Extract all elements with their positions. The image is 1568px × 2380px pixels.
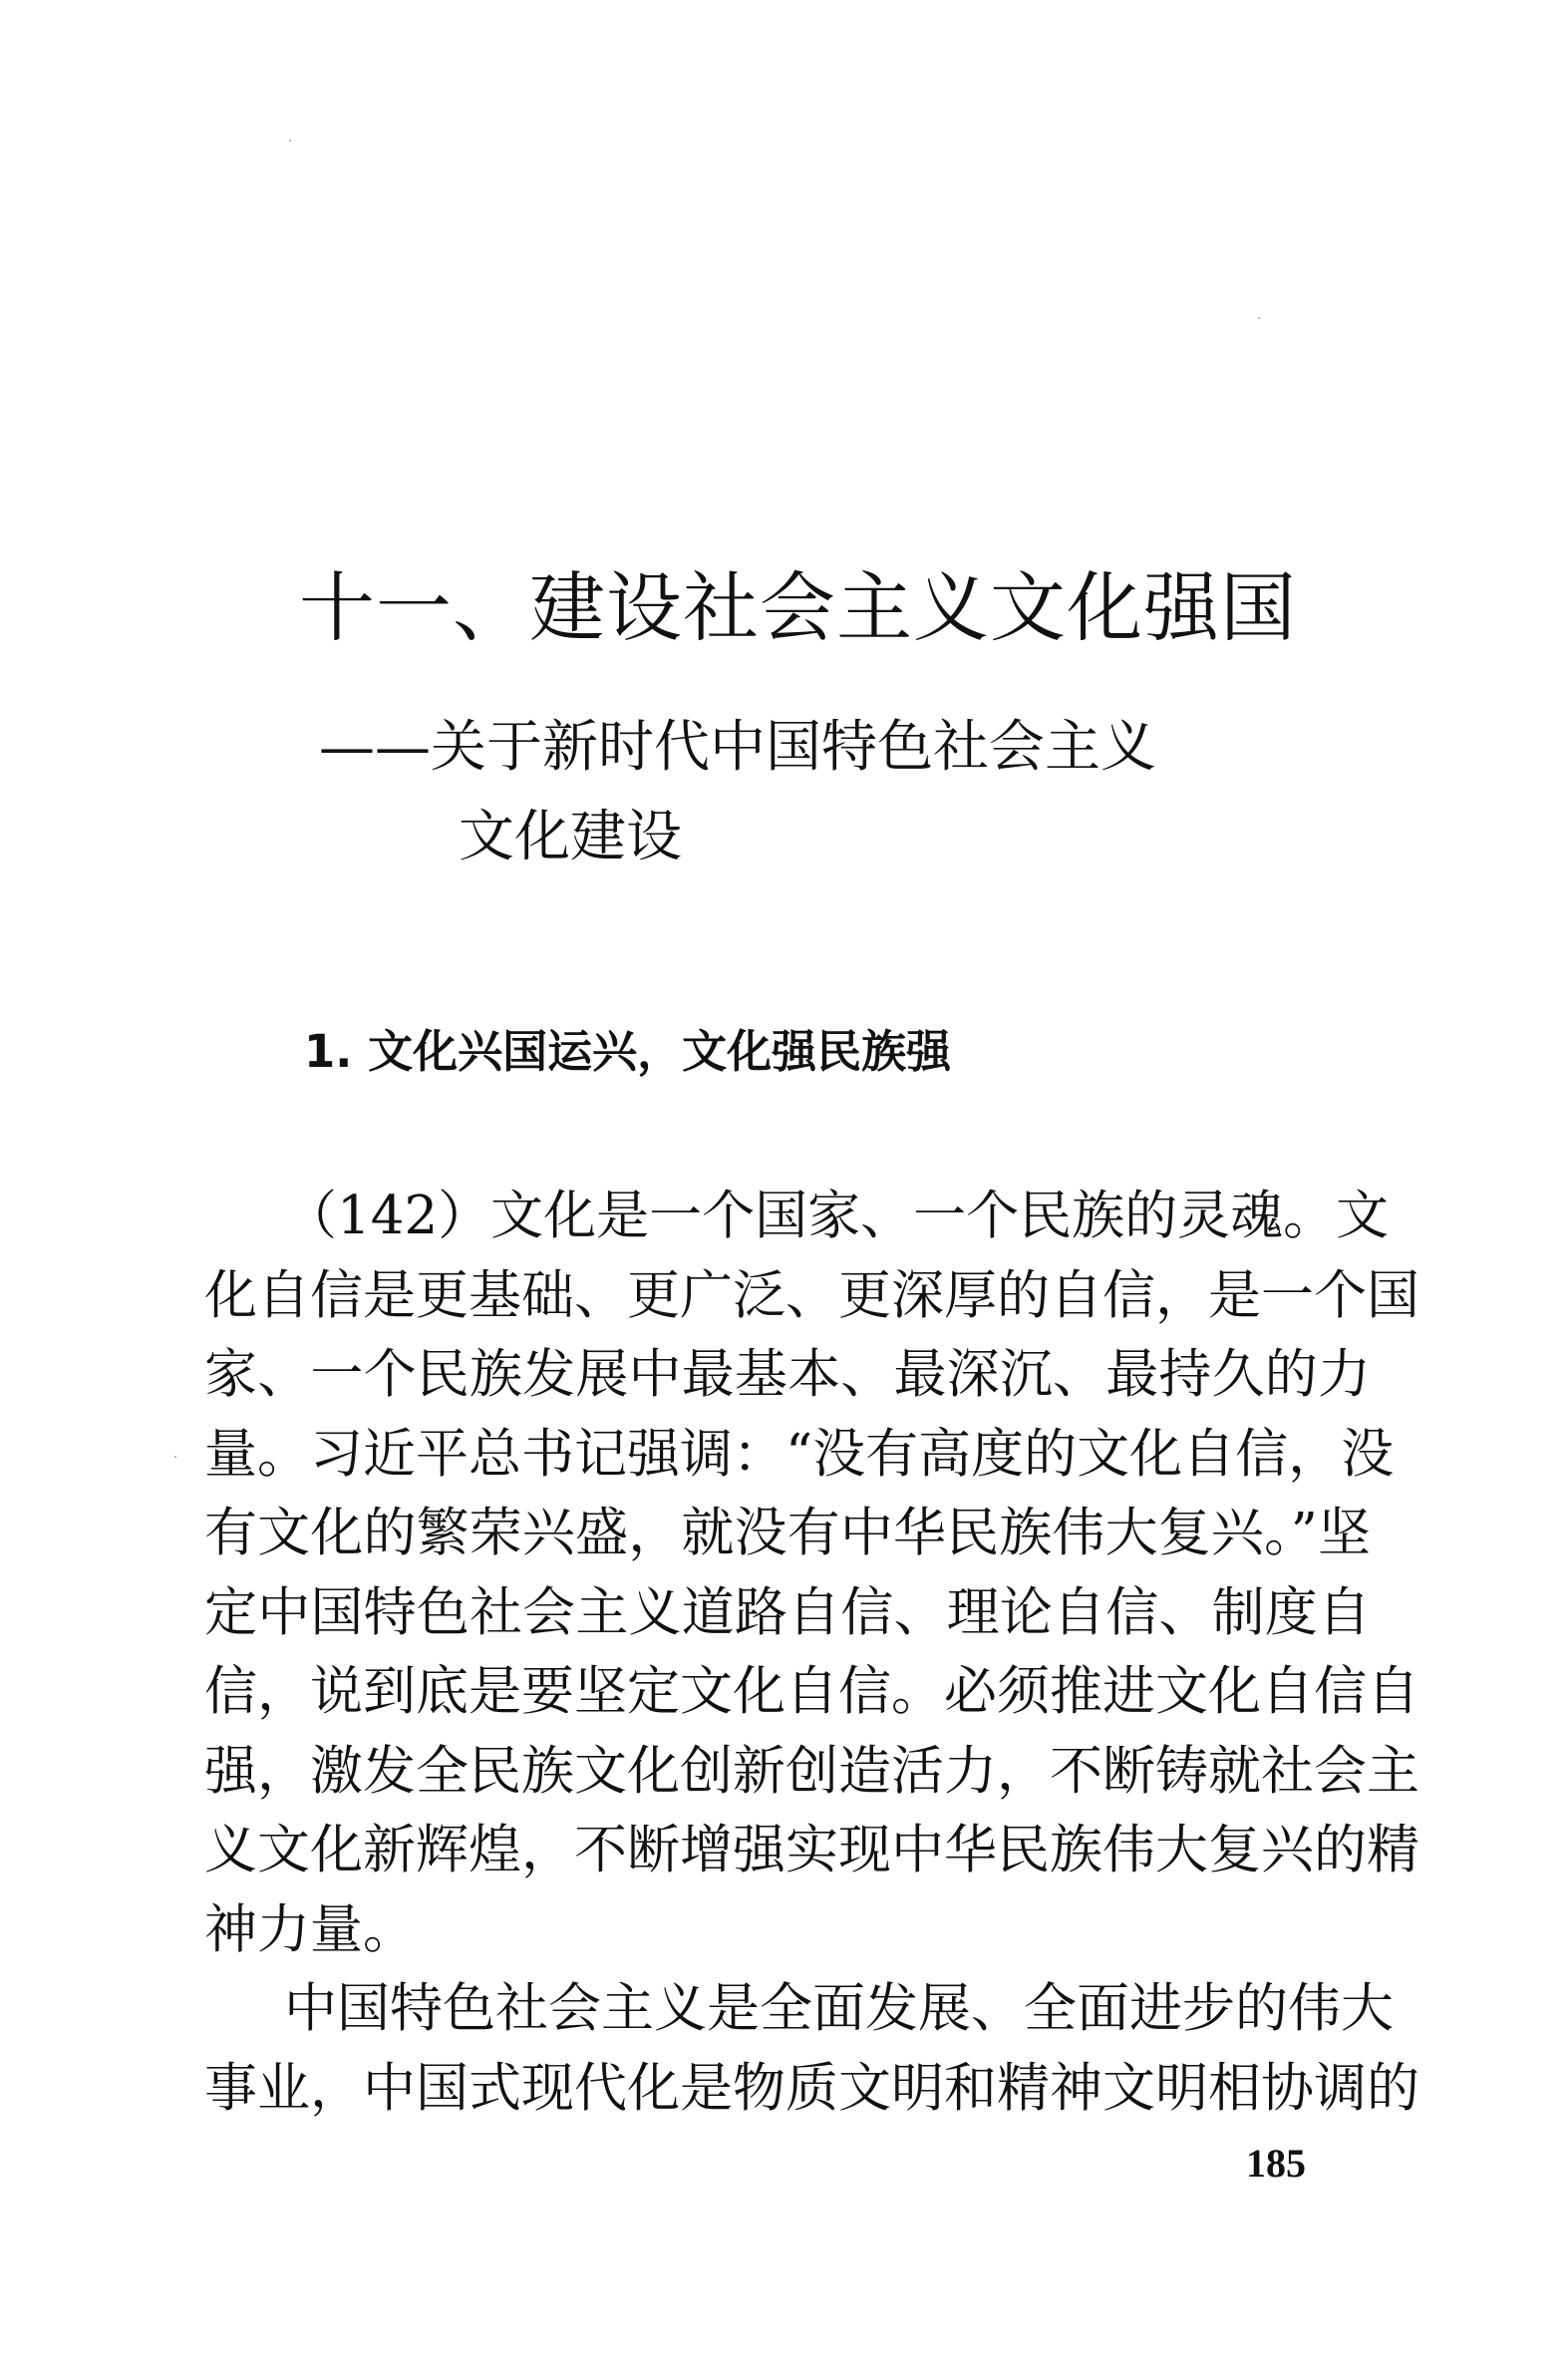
chapter-title: 十一、建设社会主义文化强国 — [299, 563, 1297, 652]
subtitle-line-1: ——关于新时代中国特色社会主义 — [319, 715, 1156, 780]
scan-speck — [289, 140, 291, 142]
body-line: （142）文化是一个国家、一个民族的灵魂。文 — [284, 1186, 1390, 1246]
body-line: 家、一个民族发展中最基本、最深沉、最持久的力 — [204, 1344, 1371, 1405]
body-line: 量。习近平总书记强调：“没有高度的文化自信，没 — [204, 1423, 1395, 1485]
scan-speck — [174, 1456, 176, 1458]
body-line: 事业，中国式现代化是物质文明和精神文明相协调的 — [204, 2057, 1419, 2119]
body-line: 义文化新辉煌，不断增强实现中华民族伟大复兴的精 — [204, 1820, 1419, 1880]
page-number: 185 — [1246, 2141, 1306, 2186]
body-line: 化自信是更基础、更广泛、更深厚的自信，是一个国 — [204, 1264, 1419, 1326]
body-line: 信，说到底是要坚定文化自信。必须推进文化自信自 — [204, 1661, 1419, 1722]
subtitle-line-2: 文化建设 — [459, 805, 682, 869]
body-line: 强，激发全民族文化创新创造活力，不断铸就社会主 — [204, 1740, 1419, 1802]
body-line: 神力量。 — [204, 1898, 416, 1960]
body-text — [204, 1177, 1419, 2128]
chapter-subtitle — [319, 703, 1266, 882]
body-line: 定中国特色社会主义道路自信、理论自信、制度自 — [204, 1581, 1371, 1643]
section-heading: 1. 文化兴国运兴，文化强民族强 — [304, 1025, 952, 1078]
body-line: 中国特色社会主义是全面发展、全面进步的伟大 — [284, 1978, 1394, 2039]
body-line: 有文化的繁荣兴盛，就没有中华民族伟大复兴。”坚 — [204, 1503, 1371, 1563]
scan-speck — [1258, 317, 1260, 319]
